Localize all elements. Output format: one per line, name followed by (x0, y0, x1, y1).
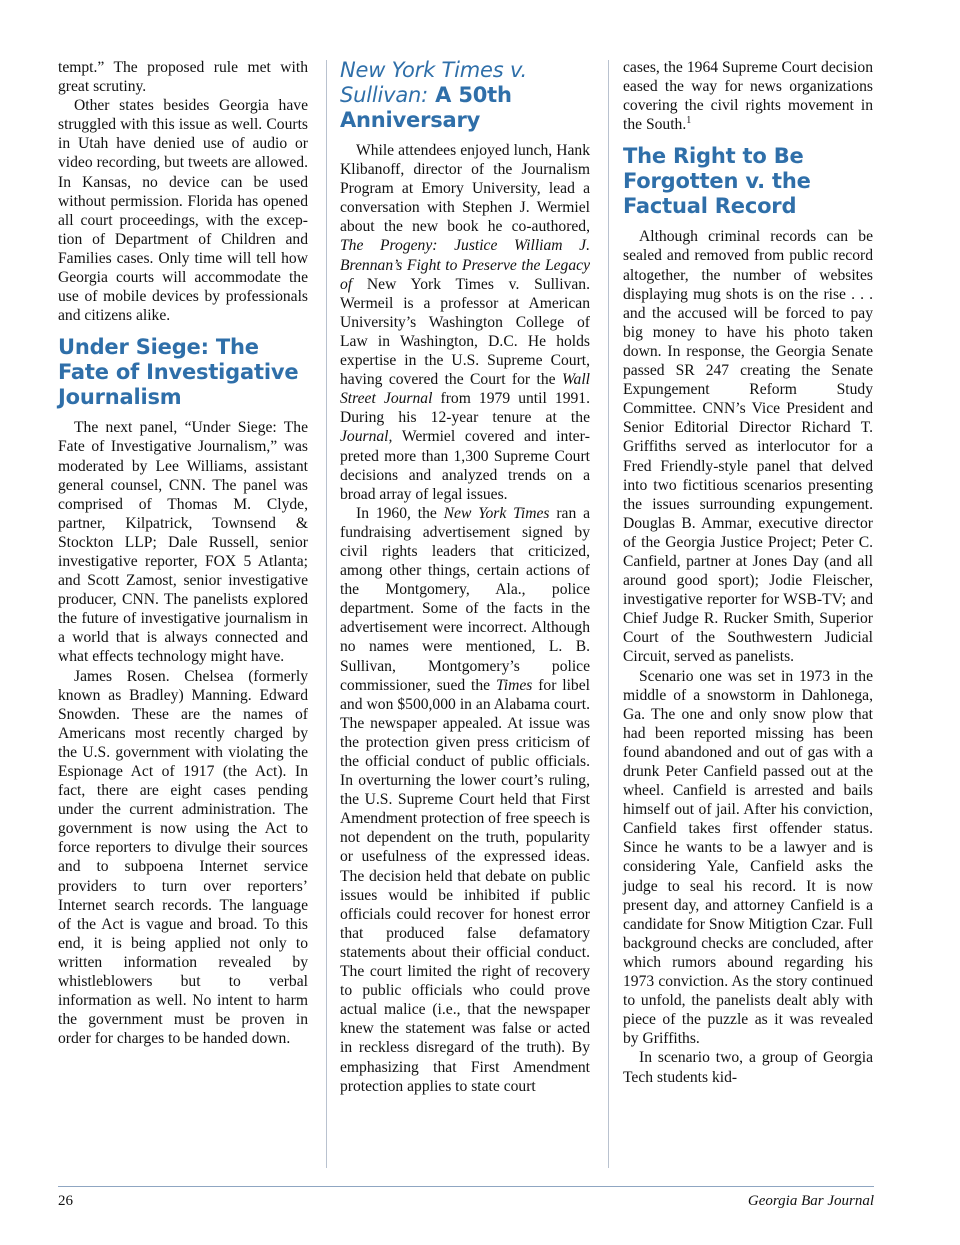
text-run: New York Times v. Sullivan. Wermeil is a professor at American University’s Washington College of Law in Washington, D.C. He holds expertise in the U.S. Supreme Court, having covered the Court for the (340, 275, 590, 389)
section-heading-nyt-v-sullivan (340, 58, 590, 133)
paragraph: In scenario two, a group of Georgia Tech students kid- (623, 1049, 873, 1086)
page-number: 26 (58, 1193, 73, 1209)
paragraph: tempt.” The proposed rule met with great scrutiny. (58, 59, 308, 96)
publication-name: Journal, (340, 428, 393, 446)
publication-name: New York Times (443, 504, 550, 522)
section-heading-under-siege: Under Siege: The Fate of Investigative Journalism (58, 335, 299, 410)
section-heading-right-to-be-forgotten: The Right to Be Forgotten v. the Factual Record (623, 144, 811, 219)
footnote-marker: 1 (686, 115, 692, 127)
publication-name: Times (495, 676, 533, 694)
text-run: ran a fundraising advertisement signed by civil rights leaders that criticized, among other things, certain actions of the Montgomery, Ala., police department. Some of the facts in the advertisement were incorrect. Although no names were mentioned, L. B. Sullivan, Montgomery’s police commissioner, sued the (340, 504, 590, 694)
column-left (58, 58, 308, 1048)
paragraph: Other states besides Georgia have struggled with this issue as well. Courts in Utah have denied use of audio or video recording, but tweets are allowed. In Kansas, no device can be used without permission. Florida has opened all court proceedings, with the exception of Department of Children and Families cases. Only time will tell how Georgia courts will accommodate the use of mobile devices by professionals and citizens alike. (58, 97, 308, 325)
paragraph (340, 141, 590, 504)
column-right (623, 58, 873, 1087)
heading-rest: A 50th Anniversary (340, 83, 512, 132)
paragraph: Scenario one was set in 1973 in the middle of a snowstorm in Dahlonega, Ga. The one and only snow plow that had been reported missing has been found abandoned and out of gas with a drunk Peter Canfield passed out at the wheel. Canfield is arrested and bails himself out of jail. After his conviction, Canfield takes first offender status. Since he wants to be a lawyer and is considering Yale, Canfield asks the judge to seal his record. It is now present day, and attorney Canfield is a candidate for Snow Mitigtion Czar. Full background checks are concluded, after which rumors abound regarding his 1973 conviction. As the story continued to unfold, the panelists dealt ably with piece of the puzzle as it was revealed by Griffiths. (623, 667, 873, 1048)
text-run: In 1960, the (356, 504, 437, 522)
text-run: While attendees enjoyed lunch, Hank Klibanoff, director of the Journalism Program at Emory University, lead a conversation with Stephen J. Wermiel about the new book he co-authored, (340, 142, 590, 236)
paragraph (340, 504, 590, 1096)
text-run: from 1979 until 1991. During his 12-year tenure at the (340, 390, 590, 427)
text-run: Wermiel covered and interpreted more than 1,300 Supreme Court decisions and analyzed trends on a broad array of legal issues. (340, 428, 590, 503)
text-run: for libel and won $500,000 in an Alabama court. The newspaper appealed. At issue was the protection given press criticism of the official conduct of public officials. In overturning the lower court’s ruling, the U.S. Supreme Court held that First Amendment protection of free speech is not dependent on the truth, popularity or usefulness of the expressed ideas. The decision held that debate on public issues would be inhibited if public officials could recover for honest error that produced false defamatory statements about their official conduct. The court limited the right of recovery to public officials who could prove actual malice (i.e., that the newspaper knew the statement was false or acted in reckless disregard of the truth). By emphasizing that First Amendment protection applies to state court (340, 676, 590, 1095)
paragraph: James Rosen. Chelsea (formerly known as Bradley) Manning. Edward Snowden. These are the names of Americans most recently charged by the U.S. government with violating the Espionage Act of 1917 (the Act). In fact, there are eight cases pending under the current administration. The government is now using the Act to force reporters to divulge their sources and to subpoena Internet service providers to turn over reporters’ Internet search records. The language of the Act is vague and broad. To this end, it is being applied not only to written information revealed by whistleblowers but to verbal information as well. No intent to harm the government must be proven in order for charges to be handed down. (58, 667, 308, 1048)
column-divider-left (326, 60, 327, 1168)
journal-name: Georgia Bar Journal (747, 1193, 874, 1209)
book-title: The Progeny: Justice William J. Brennan’s Fight to Preserve the Legacy of (340, 237, 590, 293)
paragraph: The next panel, “Under Siege: The Fate of Investigative Journalism,” was moderated by Lee Williams, assistant general counsel, CNN. The panel was comprised of Thomas M. Clyde, partner, Kilpatrick, Townsend & Stockton LLP; Dale Russell, senior investigative reporter, FOX 5 Atlanta; and Scott Zamost, senior investigative producer, CNN. The panelists explored the future of investigative journalism in a world that is always connected and what effects technology might have. (58, 419, 308, 666)
footer-rule (58, 1186, 874, 1187)
publication-name: Wall Street Journal (340, 371, 590, 408)
paragraph: Although criminal records can be sealed and removed from public record altogether, the number of websites displaying mug shots is on the rise . . . and the accused will be forced to pay big money to have his photo taken down. In response, the Georgia Senate passed SR 247 creating the Senate Expungement Reform Study Committee. CNN’s Vice President and Senior Editorial Director Richard T. Griffiths served as interlocutor for a Fred Friendly-style panel that delved into two fictitious scenarios presenting the issues surrounding expungement. Douglas B. Ammar, executive director of the Georgia Justice Project; Peter C. Canfield, partner at Jones Day (and all around good sport); Jodie Fleischer, investigative reporter for WSB-TV; and Chief Judge R. Rucker Smith, Superior Court of the Southwestern Judicial Circuit, served as panelists. (623, 228, 873, 666)
column-middle (340, 58, 590, 1096)
paragraph (623, 58, 873, 134)
column-divider-right (608, 60, 609, 1168)
text-run: cases, the 1964 Supreme Court decision eased the way for news organizations covering the civil rights movement in the South. (623, 59, 873, 134)
heading-case-name: New York Times v. Sullivan: (340, 58, 527, 107)
